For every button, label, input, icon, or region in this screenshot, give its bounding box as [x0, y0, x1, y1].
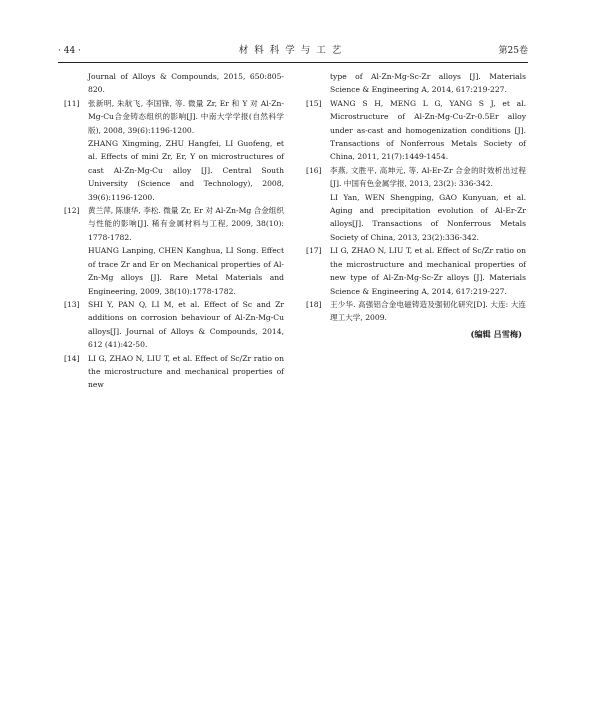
- reference-number: [12]: [64, 206, 80, 216]
- left-column: [64, 70, 284, 392]
- reference-12: [64, 204, 284, 298]
- reference-number: [18]: [306, 299, 322, 309]
- reference-15: [306, 97, 526, 164]
- reference-14: [64, 352, 284, 392]
- page-number: · 44 ·: [58, 46, 81, 56]
- reference-text-cn: 李燕, 文胜平, 高坤元, 等. Al-Er-Zr 合金的时效析出过程[J]. 中国有色金属学报, 2013, 23(2): 336-342.: [330, 165, 526, 189]
- running-header: [58, 44, 528, 58]
- editor-credit: (编辑 吕雪梅): [470, 328, 522, 339]
- reference-text-en: SHI Y, PAN Q, LI M, et al. Effect of Sc and Zr additions on corrosion behaviour of Al-Zn-Mg-Cu alloys[J]. Journal of Alloys & Compounds, 2014, 612 (41):42-50.: [88, 299, 284, 350]
- reference-number: [14]: [64, 353, 80, 363]
- reference-number: [16]: [306, 165, 322, 175]
- reference-continuation: Journal of Alloys & Compounds, 2015, 650:805-820.: [88, 72, 284, 95]
- reference-16: [306, 164, 526, 244]
- reference-text-en: LI G, ZHAO N, LIU T, et al. Effect of Sc/Zr ratio on the microstructure and mechanical properties of new type of Al-Zn-Mg-Sc-Zr alloys [J]. Materials Science & Engineering A, 2014, 617:219-227.: [330, 246, 526, 296]
- reference-17: [306, 244, 526, 298]
- reference-text-cn: 王少华. 高强铝合金电磁铸造及强韧化研究[D]. 大连: 大连理工大学, 2009.: [330, 299, 526, 323]
- reference-text-en: ZHANG Xingming, ZHU Hangfei, LI Guofeng, et al. Effects of mini Zr, Er, Y on microstructures of cast Al-Zn-Mg-Cu alloy [J]. Central South University (Science and Technology), 2008, 39(6):1196-1200.: [88, 139, 284, 202]
- reference-text-en: LI G, ZHAO N, LIU T, et al. Effect of Sc/Zr ratio on the microstructure and mechanical properties of new: [88, 353, 284, 390]
- reference-text-en: HUANG Lanping, CHEN Kanghua, LI Song. Effect of trace Zr and Er on Mechanical properties of Al-Zn-Mg alloys [J]. Rare Metal Materials and Engineering, 2009, 38(10):1778-1782.: [88, 246, 284, 296]
- reference-text-en: WANG S H, MENG L G, YANG S J, et al. Microstructure of Al-Zn-Mg-Cu-Zr-0.5Er alloy under as-cast and homogenization conditions [J]. Transactions of Nonferrous Metals Society of China, 2011, 21(7):1449-1454.: [330, 98, 526, 162]
- reference-11: [64, 97, 284, 204]
- reference-text-cn: 黄兰萍, 陈康华, 李松. 微量 Zr, Er 对 Al-Zn-Mg 合金组织与性能的影响[J]. 稀有金属材料与工程, 2009, 38(10): 1778-1782.: [88, 206, 284, 242]
- reference-text-cn: 张新明, 朱航飞, 李国锋, 等. 微量 Zr, Er 和 Y 对 Al-Zn-Mg-Cu合金铸态组织的影响[J]. 中南大学学报(自然科学版), 2008, 39(6):1196-1200.: [88, 98, 284, 135]
- reference-number: [13]: [64, 299, 80, 309]
- reference-13: [64, 298, 284, 352]
- reference-18: [306, 298, 526, 325]
- right-column: [306, 70, 526, 341]
- reference-number: [11]: [64, 98, 80, 108]
- reference-continuation: type of Al-Zn-Mg-Sc-Zr alloys [J]. Materials Science & Engineering A, 2014, 617:219-227.: [330, 72, 526, 95]
- header-rule: [58, 62, 528, 63]
- volume-label: 第25卷: [498, 46, 528, 56]
- reference-text-en: LI Yan, WEN Shengping, GAO Kunyuan, et al. Aging and precipitation evolution of Al-Er-Zr alloys[J]. Transactions of Nonferrous Metals Society of China, 2013, 23(2):336-342.: [330, 192, 526, 242]
- reference-number: [15]: [306, 98, 322, 108]
- reference-number: [17]: [306, 246, 322, 256]
- journal-title: 材料科学与工艺: [238, 45, 348, 56]
